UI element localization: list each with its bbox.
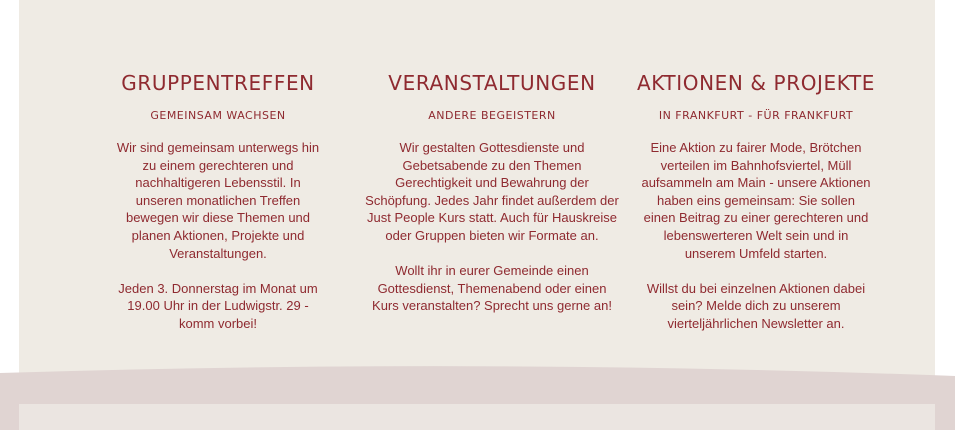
column-aktionen-projekte (626, 70, 886, 350)
column-paragraph: Wollt ihr in eurer Gemeinde einen Gottesdienst, Themenabend oder einen Kurs veranstalten? Sprecht uns gerne an! (372, 263, 612, 314)
column-veranstaltungen (365, 70, 619, 333)
column-subheading: GEMEINSAM WACHSEN (150, 109, 286, 122)
column-paragraph: Jeden 3. Donnerstag im Monat um 19.00 Uhr in der Ludwigstr. 29 - komm vorbei! (118, 280, 318, 331)
column-body (114, 139, 322, 333)
column-heading: GRUPPENTREFFEN (121, 71, 315, 95)
column-subheading: ANDERE BEGEISTERN (428, 109, 556, 122)
column-subheading: IN FRANKFURT - FÜR FRANKFURT (658, 109, 854, 122)
column-body (365, 139, 619, 315)
column-paragraph: Eine Aktion zu fairer Mode, Brötchen verteilen im Bahnhofsviertel, Müll aufsammeln am Main - unsere Aktionen haben eins gemeinsam: Sie sollen einen Beitrag zu einer gerechteren und lebenswerteren Welt sein und in unserem Umfeld starten. (641, 140, 871, 261)
column-heading: AKTIONEN & PROJEKTE (636, 71, 876, 95)
column-gruppentreffen (112, 70, 324, 350)
column-paragraph: Willst du bei einzelnen Aktionen dabei sein? Melde dich zu unserem vierteljährlichen Newsletter an. (646, 280, 866, 331)
column-body (641, 139, 871, 333)
column-paragraph: Wir gestalten Gottesdienste und Gebetsabende zu den Themen Gerechtigkeit und Bewahrung der Schöpfung. Jedes Jahr findet außerdem der Just People Kurs statt. Auch für Hauskreise oder Gruppen bieten wir Formate an. (365, 140, 619, 243)
column-heading: VERANSTALTUNGEN (388, 71, 596, 95)
column-paragraph: Wir sind gemeinsam unterwegs hin zu einem gerechteren und nachhaltigeren Lebensstil. In unseren monatlichen Treffen bewegen wir diese Themen und planen Aktionen, Projekte und Veranstaltungen. (116, 140, 320, 261)
